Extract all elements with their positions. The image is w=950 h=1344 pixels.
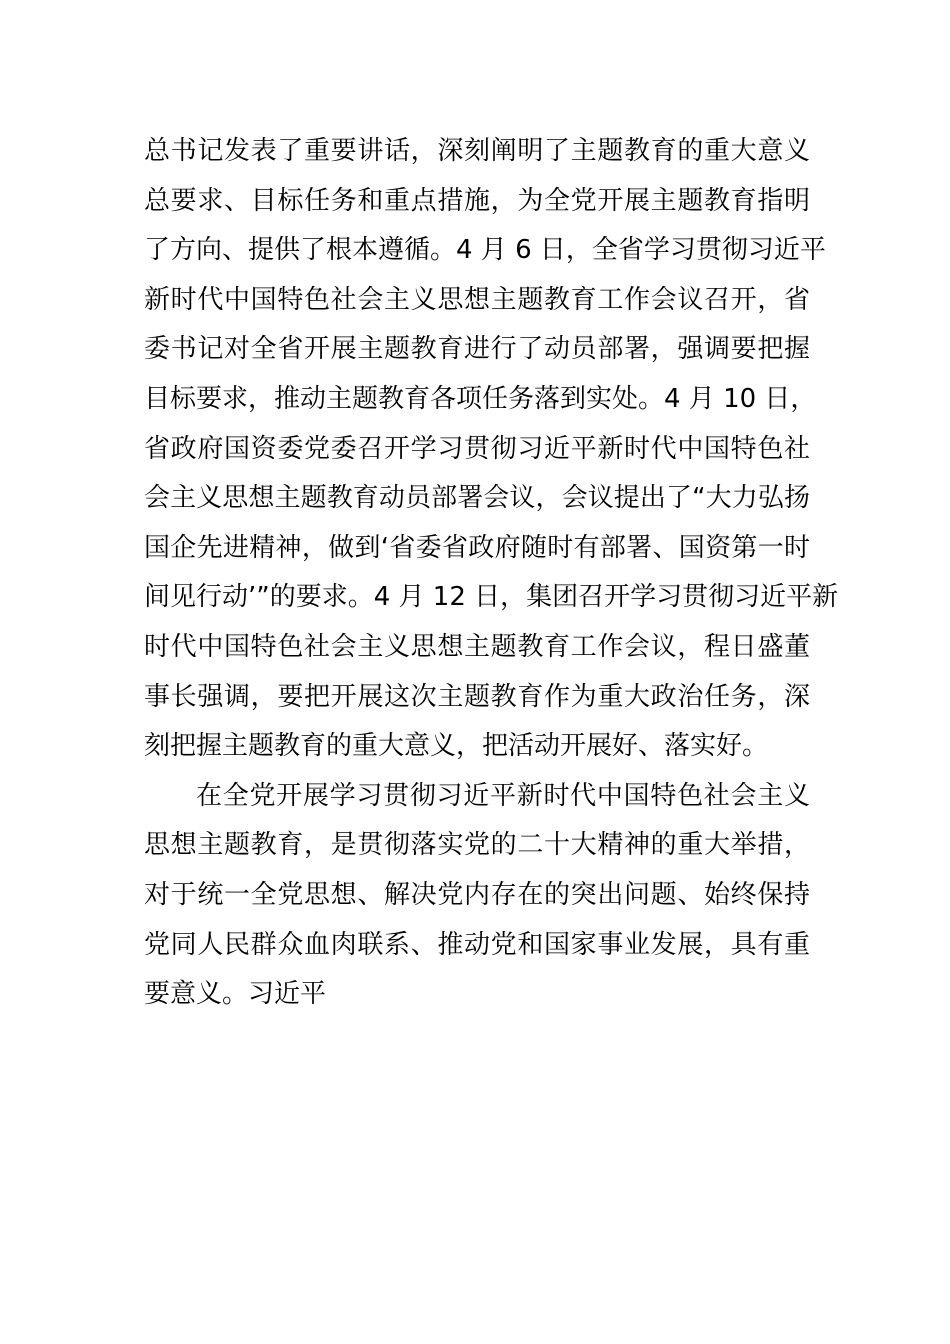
text-line: 总书记发表了重要讲话，深刻阐明了主题教育的重大意义 xyxy=(144,136,810,166)
text-line: 省政府国资委党委召开学习贯彻习近平新时代中国特色社 xyxy=(144,433,810,464)
text-line: 了方向、提供了根本遵循。4 月 6 日，全省学习贯彻习近平 xyxy=(144,235,826,266)
text-line: 要意义。习近平 xyxy=(144,979,327,1010)
body-text xyxy=(144,127,839,1020)
paragraph-2 xyxy=(144,772,810,1020)
text-line: 党同人民群众血肉联系、推动党和国家事业发展，具有重 xyxy=(144,929,810,960)
text-line: 事长强调，要把开展这次主题教育作为重大政治任务，深 xyxy=(144,681,810,712)
text-line: 思想主题教育，是贯彻落实党的二十大精神的重大举措， xyxy=(144,830,810,861)
text-line: 新时代中国特色社会主义思想主题教育工作会议召开，省 xyxy=(144,284,810,315)
text-line: 总要求、目标任务和重点措施，为全党开展主题教育指明 xyxy=(144,185,810,216)
text-line: 委书记对全省开展主题教育进行了动员部署，强调要把握 xyxy=(144,334,810,365)
text-line: 刻把握主题教育的重大意义，把活动开展好、落实好。 xyxy=(144,731,769,762)
text-line: 时代中国特色社会主义思想主题教育工作会议，程日盛董 xyxy=(144,631,810,662)
text-line: 目标要求，推动主题教育各项任务落到实处。4 月 10 日， xyxy=(144,383,817,414)
paragraph-1 xyxy=(144,127,839,772)
text-line: 对于统一全党思想、解决党内存在的突出问题、始终保持 xyxy=(144,879,810,910)
text-line: 间见行动’”的要求。4 月 12 日，集团召开学习贯彻习近平新 xyxy=(144,582,839,613)
text-line: 会主义思想主题教育动员部署会议，会议提出了“大力弘扬 xyxy=(144,483,810,514)
text-line: 国企先进精神，做到‘省委省政府随时有部署、国资第一时 xyxy=(144,532,810,563)
text-line: 在全党开展学习贯彻习近平新时代中国特色社会主义 xyxy=(196,780,810,811)
